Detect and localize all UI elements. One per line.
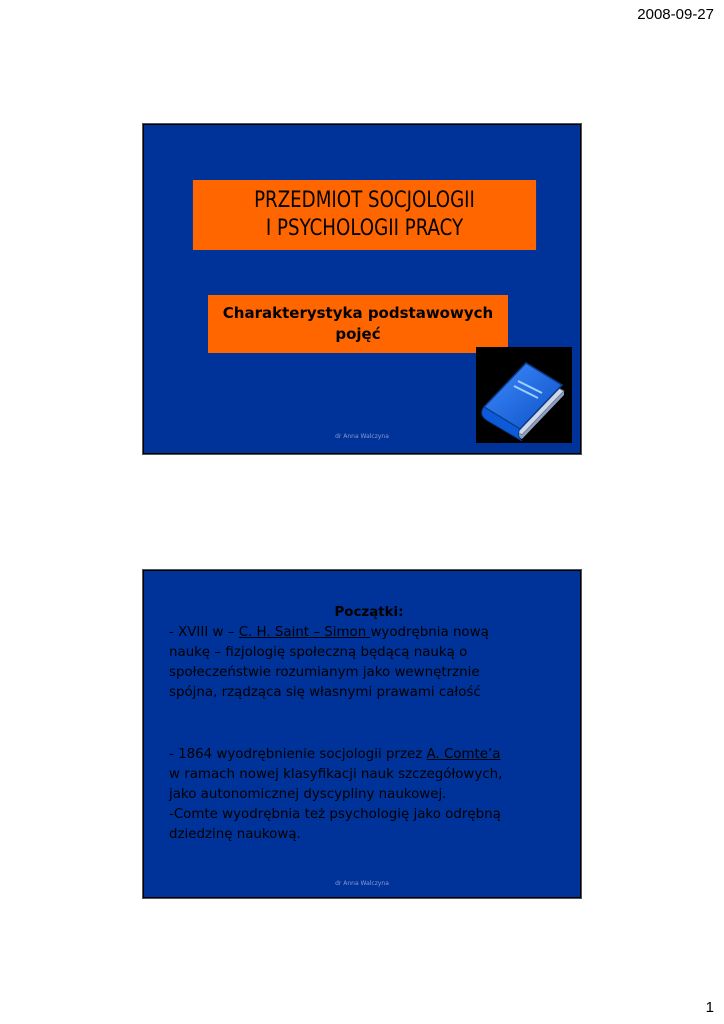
slide-title-line-1: PRZEDMIOT SOCJOLOGII xyxy=(254,188,475,213)
paragraph-1-line-1 xyxy=(169,623,569,643)
slide-title-line-2: I PSYCHOLOGII PRACY xyxy=(265,216,464,241)
slide-title-box xyxy=(193,180,536,250)
paragraph-2-line-1 xyxy=(169,745,569,765)
slide-footer-author: dr Anna Walczyna xyxy=(335,880,389,887)
slide-heading: Początki: xyxy=(334,605,404,620)
book-image xyxy=(476,347,572,443)
paragraph-2-prefix: - 1864 wyodrębnienie socjologii przez xyxy=(169,747,427,762)
paragraph-2-line-3: jako autonomicznej dyscypliny naukowej. xyxy=(169,787,447,802)
slide-footer-author: dr Anna Walczyna xyxy=(335,433,389,440)
slide-1 xyxy=(143,124,581,454)
paragraph-1-line-3: społeczeństwie rozumianym jako wewnętrznie xyxy=(169,665,480,680)
slide-subtitle-line-1: Charakterystyka podstawowych xyxy=(222,304,494,322)
paragraph-2-line-5: dziedzinę naukową. xyxy=(169,827,301,842)
slide-content xyxy=(169,603,569,845)
paragraph-1-line-4: spójna, rządząca się własnymi prawami całość xyxy=(169,685,481,700)
paragraph-1-rest: wyodrębnia nową xyxy=(370,625,489,640)
paragraph-1-prefix: - XVIII w – xyxy=(169,625,239,640)
slide-subtitle-box xyxy=(208,295,508,353)
slide-2 xyxy=(143,570,581,898)
page-number: 1 xyxy=(705,999,714,1016)
saint-simon-link[interactable]: C. H. Saint – Simon xyxy=(238,625,371,640)
paragraph-2-line-4: -Comte wyodrębnia też psychologię jako odrębną xyxy=(169,807,501,822)
book-icon xyxy=(476,347,572,443)
page-date: 2008-09-27 xyxy=(637,6,714,23)
paragraph-1-line-2: naukę – fizjologię społeczną będącą nauką o xyxy=(169,645,468,660)
comte-link[interactable]: A. Comte’a xyxy=(426,747,501,762)
paragraph-2-line-2: w ramach nowej klasyfikacji nauk szczegółowych, xyxy=(169,767,503,782)
slide-subtitle-line-2: pojęć xyxy=(335,325,381,343)
